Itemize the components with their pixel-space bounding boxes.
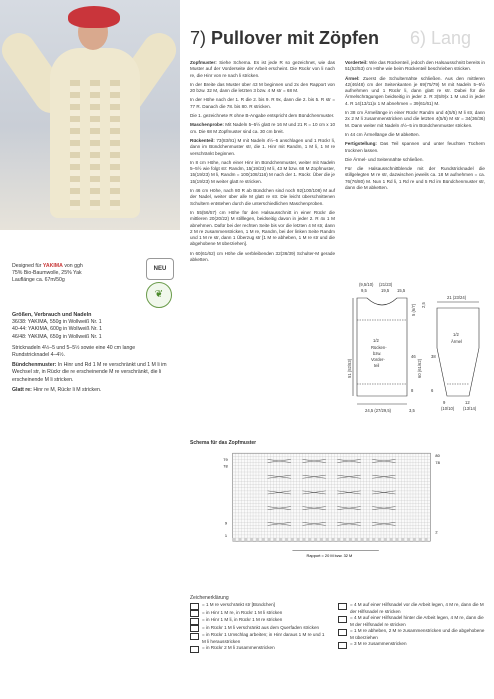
paragraph: In 38 cm Ärmellänge in einer Rückr Randm und 4(5/5) M li str, dann 2x 2 M li zusammenstricken und die letzten 4(5/5) M str = 34(36/36) M. Dann weiter mit Nadeln 4½–5 im Bündchenmuster stricken. — [345, 110, 485, 128]
sleeve-heading: Ärmel: — [345, 75, 360, 81]
rib-cell — [285, 538, 288, 541]
piece-label: teil — [374, 363, 380, 368]
dim-label: 9,5 — [361, 288, 367, 293]
dim-label: 60 (61/62) — [417, 358, 422, 378]
piece-label: Ärmel — [451, 339, 462, 344]
dim-label: (13/14) — [463, 406, 477, 411]
piece-label: Vorder- — [371, 357, 385, 362]
piece-label: Rücken- — [371, 345, 387, 350]
rib-cell — [268, 538, 271, 541]
rib-cell — [425, 538, 428, 541]
sweater-cable — [90, 80, 100, 210]
finishing-heading: Fertigstellung: — [345, 141, 377, 147]
dim-label: 38 — [431, 354, 436, 359]
back-heading: Rückenteil: — [190, 137, 215, 143]
row-label: 9 — [224, 520, 228, 526]
rib-cell — [361, 538, 364, 541]
instructions-column-2 — [345, 60, 485, 194]
rapport-label: Rapport = 20 M bzw. 32 M — [306, 552, 353, 558]
dim-label: 8 — [411, 388, 414, 393]
dim-label: 5 (6/7) — [411, 303, 416, 316]
yarn-composition: 75% Bio-Baumwolle, 25% Yak — [12, 270, 82, 277]
legend-item — [190, 632, 325, 645]
yarn-brand: YAKIMA — [42, 263, 63, 269]
rib-cell — [343, 538, 346, 541]
front-heading: Vorderteil: — [345, 60, 368, 65]
rib-cell — [279, 538, 282, 541]
rib-cell — [401, 538, 404, 541]
legend-left — [190, 602, 325, 653]
paragraph: 73(83/91) M mit Nadeln 4½–5 anschlagen und 1 Rückr li, dann im Bündchenmuster str, die 1. Hinr mit Randm, 1 M li, 1 M re verschränkt beginnen. — [190, 137, 336, 156]
gauge-heading: Maschenprobe: — [190, 122, 224, 128]
rib-cell — [320, 538, 323, 541]
row-label: 78 — [435, 460, 440, 466]
paragraph: Zuerst die Schulternähte schließen. Aus den mittleren 42(46/48) cm der Seitenkanten je 69(75/79) M mit Nadeln 5–5½ aufnehmen und 1 Rückr li, dann glatt re str. Dabei für die Ärmelschrägungen beidseitig in jeder 2. R 3(5/9)x 1 M und in jeder 4. R 14(13/11)x 1 M abnehmen = 39(61/61) M. — [345, 75, 485, 106]
paragraph: Das Teil spannen und unter feuchten Tüchern trocknen lassen. — [345, 141, 485, 153]
rib-cell — [233, 538, 236, 541]
cable-pattern-chart — [190, 450, 486, 560]
legend-text: = in Rückr 1 M li verschränkt aus dem Querfaden stricken — [202, 624, 320, 630]
dim-label: (9,5/10) — [359, 282, 374, 287]
legend-right — [338, 602, 488, 649]
legend-symbol-icon — [338, 603, 347, 610]
eco-leaf-icon: ❦ — [146, 282, 172, 308]
legend-item — [190, 602, 325, 610]
legend-symbol-icon — [190, 633, 199, 640]
paragraph: In 46 cm Höhe, nach 80 R ab Bündchen sind noch 92(100/108) M auf der Nadel, weiter über alle M glatt re str. Die leicht überschnittenen Schultern entstehen durch die unterschiedlichen Maschenproben. — [190, 188, 335, 206]
rib-cell — [337, 538, 340, 541]
rib-cell — [262, 538, 265, 541]
legend-text: = 1 M re verschränkt str [Bündchen] — [202, 602, 275, 607]
rib-cell — [273, 538, 276, 541]
rib-cell — [297, 538, 300, 541]
legend-item — [338, 628, 488, 641]
yarn-prefix: Designed für — [12, 263, 42, 269]
pattern-title: Pullover mit Zöpfen — [211, 28, 380, 48]
paragraph: Die Ärmel- und Seitennähte schließen. — [345, 156, 424, 162]
rib-cell — [419, 538, 422, 541]
paragraph: In 55(56/57) cm Höhe für den Halsausschnitt in einer Rückr die mittleren 20(20/22) M stilllegen, beidseitig davon in jeder 2. R 4x 1 M abnehmen. Dafür bei der rechten Seite bis vor die letzten 4 M str, dann 2 M re zusammenstricken, 1 M re, Randm, bei der linken Seite Randm und 1 M re str, dann 1 Überzug str [1 M re abheben, 1 M re str und die abgehobene M überziehen]. — [190, 209, 335, 247]
zopf-heading: Zopfmuster: — [190, 60, 217, 65]
dim-label: 9 — [443, 400, 446, 405]
rib-cell — [239, 538, 242, 541]
rib-cell — [302, 538, 305, 541]
yarn-info — [12, 263, 130, 285]
needles-text: Stricknadeln 4½–5 und 5–5½ sowie eine 40 cm lange Rundstricknadel 4–4½. — [12, 344, 136, 359]
dim-label: (21/23) — [379, 282, 393, 287]
rib-cell — [326, 538, 329, 541]
rib-cell — [390, 538, 393, 541]
dim-label: 3,5 — [409, 408, 415, 413]
rib-cell — [244, 538, 247, 541]
dim-label: 51 (52/53) — [347, 358, 352, 378]
dim-label: 19,5 — [381, 288, 390, 293]
legend-text: = in Rückr 2 M li zusammenstricken — [202, 645, 275, 650]
rib-cell — [378, 538, 381, 541]
legend-item — [338, 615, 488, 628]
legend-item — [190, 610, 325, 618]
legend-symbol-icon — [190, 610, 199, 617]
model-photo — [0, 0, 180, 230]
rib-cell — [349, 538, 352, 541]
glatt-heading: Glatt re: — [12, 386, 32, 393]
row-label: 80 — [435, 453, 440, 459]
dim-label: 1/2 — [373, 338, 379, 343]
rib-cell — [291, 538, 294, 541]
legend-text: = in Hinr 1 M re, in Rückr 1 M li stricken — [202, 609, 283, 615]
yarn-length: Lauflänge ca. 67m/50g — [12, 277, 65, 284]
legend-symbol-icon — [338, 642, 347, 649]
rib-cell — [407, 538, 410, 541]
paragraph: In 44 cm Ärmellänge die M abketten. — [345, 131, 420, 137]
rib-cell — [396, 538, 399, 541]
rib-heading: Bündchenmuster: — [12, 362, 57, 369]
sizes-heading: Größen, Verbrauch und Nadeln — [12, 312, 92, 318]
dim-label: 46 — [411, 354, 416, 359]
dim-label: 21 (23/24) — [447, 295, 467, 300]
new-badge: NEU — [146, 258, 174, 280]
legend-symbol-icon — [190, 618, 199, 625]
legend-symbol-icon — [190, 625, 199, 632]
sleeve-outline — [437, 308, 479, 396]
sizes-section — [12, 312, 172, 397]
paragraph: In der Breite das Muster über 43 M beginnen und 2x den Rapport von 20 bzw. 32 M, dann die letzten 3 bzw. 4 M str = 68 M. — [190, 81, 335, 94]
pattern-number: 7) — [190, 28, 207, 48]
legend-item — [190, 617, 325, 625]
legend-item — [190, 645, 325, 653]
legend-symbol-icon — [190, 646, 199, 653]
paragraph: In 60(61/62) cm Höhe die verbleibenden 32(36/39) Schulter-M gerade abketten. — [190, 250, 335, 263]
legend-symbol-icon — [338, 629, 347, 636]
legend-item — [338, 602, 488, 615]
instructions-column-1 — [190, 60, 335, 266]
ghost-title: 6) Lang — [410, 28, 472, 48]
legend-text: = 4 M auf einer Hilfsnadel hinter die Arbeit legen, 4 M re, dann die M der Hilfsnadel re stricken — [350, 615, 484, 627]
row-label: 2 — [435, 529, 438, 535]
yarn-suffix: von ggh — [64, 263, 83, 269]
row-label: 78 — [223, 463, 228, 469]
chart-grid — [233, 453, 431, 541]
paragraph: Für die Halsausschnittblende mit der Rundstricknadel die stillgelegten M re str, dazwischen jeweils ca. 18 M aufnehmen = ca. 76(76/80) M. Nun 1 Rd li, 1 Rd re und 5 Rd im Bündchenmuster str, dann die M abketten. — [345, 166, 485, 191]
paragraph: Mit Nadeln 5–5½ glatt re 16 M und 21 R = 10 cm x 10 cm. Die 68 M Zopfmuster sind ca. 30 cm breit. — [190, 122, 335, 134]
rib-cell — [366, 538, 369, 541]
paragraph: In 8 cm Höhe, nach einer Hinr im Bündchenmuster, weiter mit Nadeln 5–5½ wie folgt str: Randm, 15(19/23) M li, 43 M bzw. 68 M Zopfmuster, 15(19/23) M li, Randm = 100(108/116) M nach der 1. Rückr. Über die je 15(19/23) M weiter glatt re stricken. — [190, 159, 335, 184]
rib-cell — [413, 538, 416, 541]
dim-label: 24,5 (27/29,5) — [365, 408, 392, 413]
legend-item — [338, 641, 488, 649]
rib-cell — [256, 538, 259, 541]
dim-label: 12 — [465, 400, 470, 405]
rib-cell — [314, 538, 317, 541]
rib-cell — [308, 538, 311, 541]
legend-item — [190, 625, 325, 633]
page-title — [190, 28, 379, 49]
model-hat — [68, 6, 120, 28]
glatt-text: Hinr re M, Rückr li M stricken. — [33, 386, 102, 393]
paragraph: Die 1. gezeichnete R ohne B-Angabe entspricht dem Bündchenmuster. — [190, 113, 335, 119]
legend-symbol-icon — [190, 603, 199, 610]
paragraph: Wie das Rückenteil, jedoch den Halsausschnitt bereits in 51(52/53) cm Höhe wie beim Rückenteil beschrieben stricken. — [345, 60, 485, 72]
legend-title: Zeichenerklärung — [190, 595, 229, 601]
legend-symbol-icon — [338, 616, 347, 623]
rib-cell — [384, 538, 387, 541]
dim-label: (10/10) — [441, 406, 455, 411]
garment-schematic — [345, 278, 490, 428]
size-line: 36/38: YAKIMA, 550g in Wollweiß Nr. 1 — [12, 319, 102, 326]
chart-title: Schema für das Zopfmuster — [190, 440, 257, 446]
dim-label: 2,5 — [421, 302, 426, 308]
paragraph: Siehe Schema. Es ist jede R so gezeichnet, wie das Muster auf der Vorderseite der Arbeit erscheint. Die Rückr von li nach re, die Hinr von re nach li stricken. — [190, 60, 335, 78]
rib-cell — [332, 538, 335, 541]
rib-cell — [355, 538, 358, 541]
dim-label: 15,5 — [397, 288, 406, 293]
size-line: 46/48: YAKIMA, 650g in Wollweiß Nr. 1 — [12, 333, 102, 340]
legend-text: = in Rückr 1 Umschlag arbeiten; in Hinr daraus 1 M re und 1 M li herausstricken — [202, 632, 325, 644]
rib-cell — [372, 538, 375, 541]
piece-label: bzw. — [373, 351, 382, 356]
dim-label: 6 — [431, 388, 434, 393]
sweater-cable — [70, 80, 80, 210]
rib-cell — [250, 538, 253, 541]
dim-label: 1/2 — [453, 332, 459, 337]
size-line: 40-44: YAKIMA, 600g in Wollweiß Nr. 1 — [12, 326, 102, 333]
legend-text: = 3 M re zusammenstricken — [350, 641, 407, 646]
rib-text: In Hinr und Rd 1 M re verschränkt und 1 M li im Wechsel str, in Rückr die re erscheinende M re verschränkt, die li erscheinende M li stricken. — [12, 362, 167, 383]
legend-text: = in Hinr 1 M li, in Rückr 1 M re stricken — [202, 617, 283, 622]
legend-text: = 1 M re abheben, 2 M re zusammenstricken und die abgehobene M überziehen — [350, 628, 485, 640]
row-label: 79 — [223, 457, 228, 462]
row-label: 1 — [224, 533, 228, 539]
paragraph: In der Höhe nach der 1. R die 2. bis 9. R 9x, dann die 2. bis 5. R str = 77 R. Danach die 78. bis 80. R stricken. — [190, 97, 335, 109]
legend-text: = 4 M auf einer Hilfsnadel vor die Arbeit legen, 4 M re, dann die M der Hilfsnadel re stricken — [350, 602, 484, 614]
sweater-cable — [110, 80, 120, 210]
